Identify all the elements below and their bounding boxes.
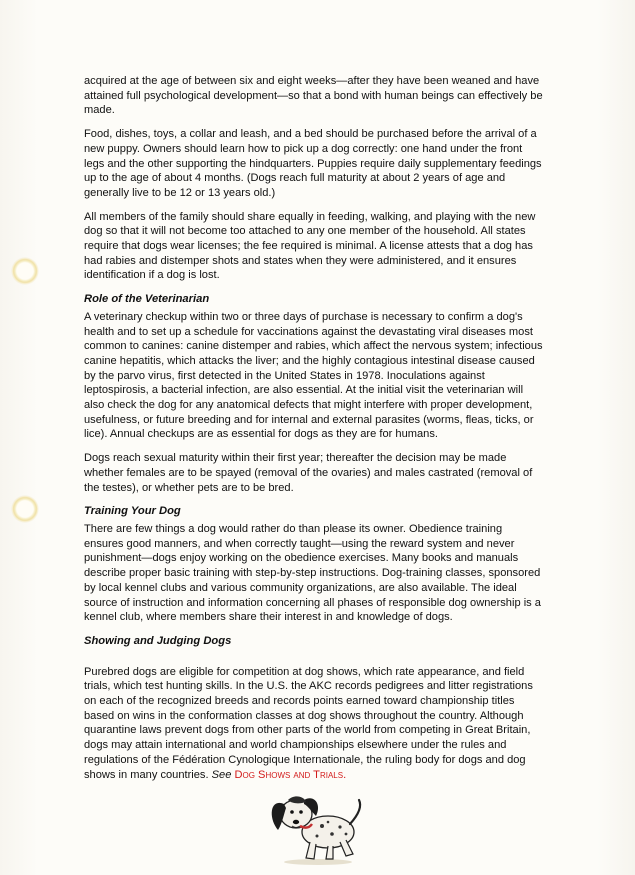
cross-reference-link[interactable]: Dog Shows and Trials. (234, 768, 347, 781)
spotted-puppy-icon (262, 784, 372, 868)
section-heading-veterinarian: Role of the Veterinarian (84, 293, 210, 306)
paragraph: All members of the family should share equally in feeding, walking, and playing with the new dog so that it will not become too attached to any one member of the household. All states require that dogs wear licenses; the fee required is minimal. A license attests that a dog has had rabies and distemper shots and states when they were administered, and it ensures identification if a dog is lost. (84, 210, 536, 282)
punch-hole-icon (12, 258, 38, 284)
see-label: See (211, 768, 232, 781)
paragraph: Dogs reach sexual maturity within their first year; thereafter the decision may be made whether females are to be spayed (removal of the ovaries) and males castrated (removal of the testes), or whether pets are to be bred. (84, 452, 533, 494)
paragraph: Food, dishes, toys, a collar and leash, and a bed should be purchased before the arrival of a new puppy. Owners should learn how to pick up a dog correctly: one hand under the front legs and the other supporting the hindquarters. Puppies require daily supplementary feedings up to the age of about 4 months. (Dogs reach full maturity at about 2 years of age and generally live to be 12 or 13 years old.) (84, 128, 542, 199)
paragraph-with-crossref (84, 665, 544, 783)
article-body (84, 74, 544, 791)
paragraph: A veterinary checkup within two or three days of purchase is necessary to confirm a dog's health and to set up a schedule for vaccinations against the devastating viral diseases most common to canines: canine distemper and rabies, which affect the nervous system; infectious canine hepatitis, which attacks the liver; and the highly contagious intestinal disease caused by the parvo virus, first detected in the United States in 1978. Inoculations against leptospirosis, a bacterial infection, are also essential. At the initial visit the veterinarian will also check the dog for any anatomical defects that might interfere with proper development, usefulness, or future breeding and for internal and external parasites (worms, fleas, ticks, or lice). Annual checkups are as essential for dogs as they are for humans. (84, 310, 543, 441)
paragraph: There are few things a dog would rather do than please its owner. Obedience training ensures good manners, and when correctly taught—using the reward system and never punishment—dogs enjoy working on the obedience exercises. Many books and manuals describe proper basic training with step-by-step instructions. Dog-training classes, sponsored by local kennel clubs and various community organizations, are also available. The ideal source of instruction and information concerning all phases of responsible dog ownership is a kennel club, where members share their interest in and knowledge of dogs. (84, 522, 541, 624)
paragraph: acquired at the age of between six and eight weeks—after they have been weaned and have attained full psychological development—so that a bond with human beings can effectively be made. (84, 75, 543, 117)
section-heading-training: Training Your Dog (84, 505, 181, 518)
section-heading-showing: Showing and Judging Dogs (84, 634, 232, 647)
punch-hole-icon (12, 496, 38, 522)
paragraph-text: Purebred dogs are eligible for competition at dog shows, which rate appearance, and field trials, which test hunting skills. In the U.S. the AKC records pedigrees and litter registrations on each of the recognized breeds and records points earned toward championship titles based on wins in the conformation classes at dog shows throughout the country. Although quarantine laws prevent dogs from other parts of the world from competing in Great Britain, dogs may attain international and world championships elsewhere under the rules and regulations of the Fédération Cynologique Internationale, the ruling body for dogs and dog shows in many countries. (84, 665, 533, 781)
